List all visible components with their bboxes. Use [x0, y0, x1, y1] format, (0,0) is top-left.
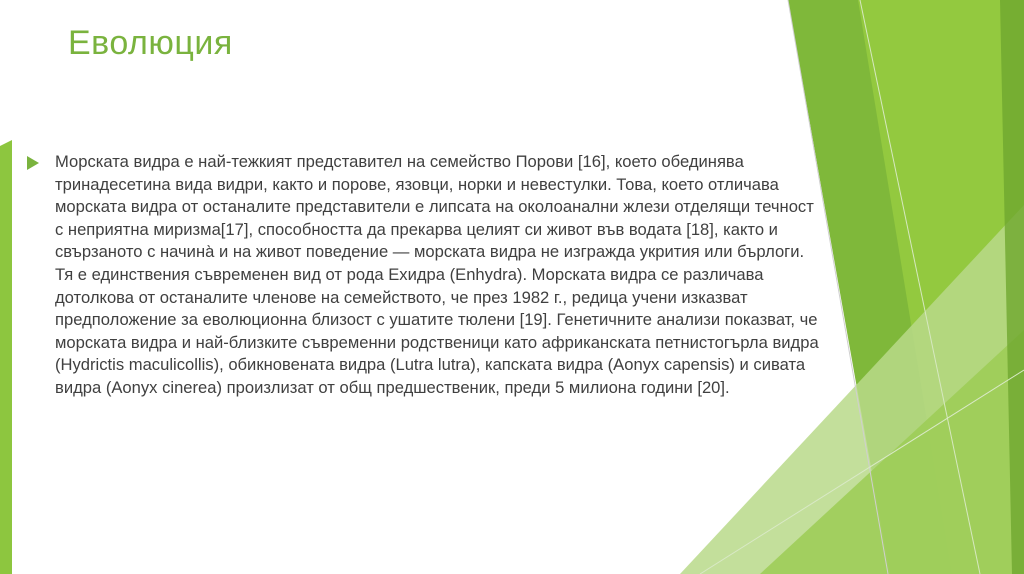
- paragraph-line: свързаното с начина̀ и на живот поведение — морската видра не изгражда укрития или бърлоги.: [55, 242, 805, 262]
- paragraph-line: видра (Aonyx cinerea) произлизат от общ предшественик, преди 5 милиона години [20].: [55, 377, 730, 397]
- paragraph-line: дотолкова от останалите членове на семейството, че през 1982 г., редица учени изказват: [55, 287, 748, 307]
- body-paragraph: [55, 151, 960, 400]
- triangle-bullet-icon: [27, 156, 39, 170]
- paragraph-line: морската видра и най-близките съвременни родственици като африканската петнистогърла видра: [55, 332, 819, 352]
- paragraph-line: Тя е единствения съвременен вид от рода Ехидра (Enhydra). Морската видра се различава: [55, 264, 764, 284]
- paragraph-line: (Hydrictis maculicollis), обикновената видра (Lutra lutra), капската видра (Aonyx capensis) и сивата: [55, 355, 806, 375]
- paragraph-line: предположение за еволюционна близост с ушатите тюлени [19]. Генетичните анализи показват, че: [55, 310, 818, 330]
- left-green-stripe: [0, 140, 12, 574]
- paragraph-line: морската видра от останалите представители е липсата на околоанални жлези отделящи течност: [55, 197, 814, 217]
- slide-title: Еволюция: [68, 24, 233, 62]
- paragraph-line: Морската видра е най-тежкият представител на семейство Порови [16], което обединява: [55, 152, 744, 171]
- paragraph-line: с неприятна миризма[17], способността да прекарва целият си живот във водата [18], както и: [55, 219, 778, 239]
- paragraph-line: тринадесетина вида видри, както и порове, язовци, норки и невестулки. Това, което отличава: [55, 174, 779, 194]
